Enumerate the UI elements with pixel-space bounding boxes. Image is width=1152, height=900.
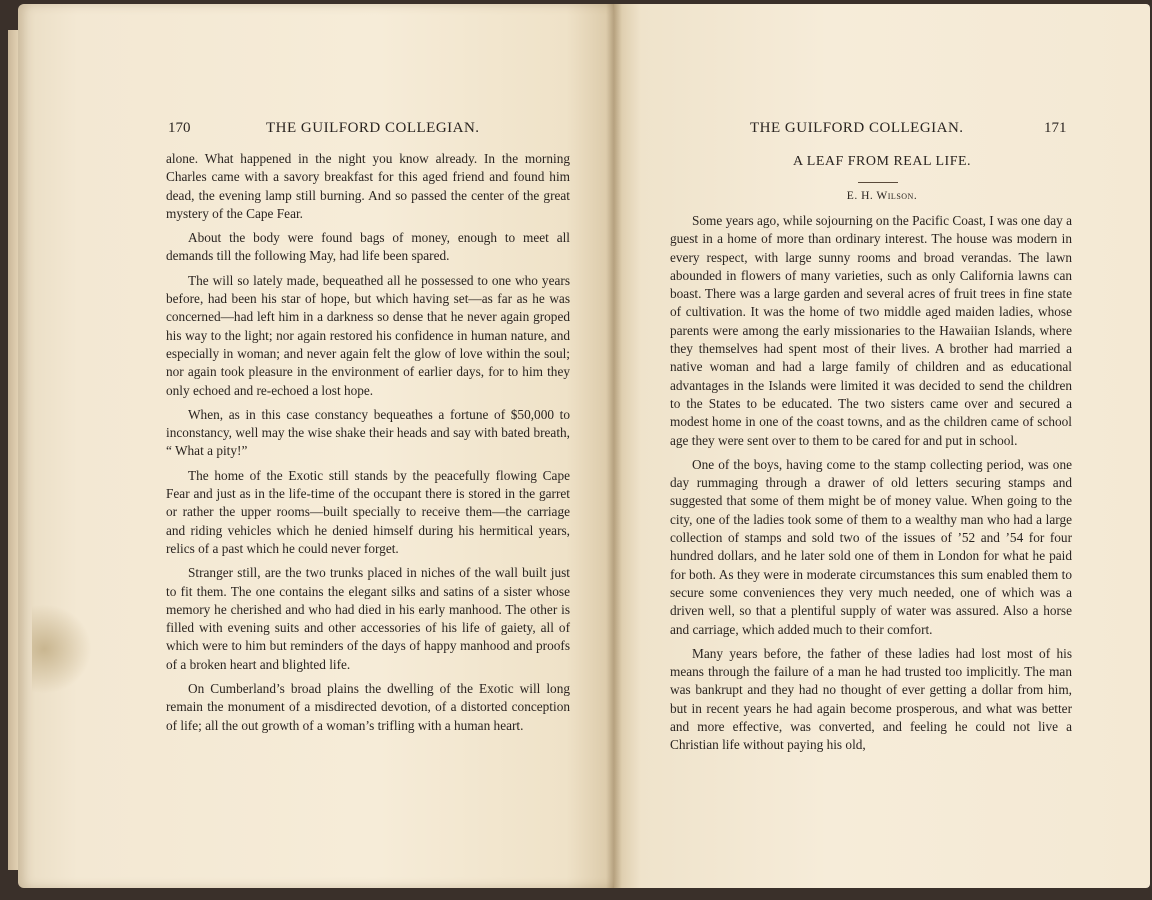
right-page-body <box>670 212 1072 761</box>
right-running-head: THE GUILFORD COLLEGIAN. <box>750 120 964 136</box>
paragraph: Stranger still, are the two trunks placed in niches of the wall built just to fit them. The one contains the elegant silks and satins of a sister whose memory he cherished and who had died in his early manhood. The other is filled with evening suits and other accessories of his life of gaiety, all of which were to him but reminders of the days of happy manhood and proofs of a broken heart and blighted life. <box>166 565 570 672</box>
paragraph: One of the boys, having come to the stamp collecting period, was one day rummaging through a drawer of old letters securing stamps and suggested that some of them might be of money value. When going to the city, one of the ladies took some of them to a wealthy man who had a large collection of stamps and sold two of the issues of ’52 and ’54 for four hundred dollars, and he later sold one of them in London for what he paid for both. As they were in moderate circumstances this sum enabled them to secure some conveniences they very much needed, one of which was a driven well, so that a plentiful supply of water was assured. Also a horse and carriage, which added much to their comfort. <box>670 456 1072 637</box>
paragraph: alone. What happened in the night you know already. In the morning Charles came with a savory breakfast for this aged friend and found him dead, the evening lamp still burning. And so passed the center of the great mystery of the Cape Fear. <box>166 151 570 221</box>
left-page <box>18 4 614 888</box>
right-page-number: 171 <box>1044 120 1067 136</box>
paragraph: About the body were found bags of money, enough to meet all demands till the following May, had life been spared. <box>166 230 570 264</box>
right-page <box>614 4 1150 888</box>
book-gutter <box>606 4 622 888</box>
left-page-number: 170 <box>168 120 191 136</box>
paragraph: The will so lately made, bequeathed all he possessed to one who years before, had been his star of hope, but which having set—as far as he was concerned—had left him in a darkness so dense that he never again groped his way to the light; nor again restored his confidence in human nature, and especially in woman; and never again felt the glow of love within the soul; nor again took pleasure in the environment of earlier days, for to him they only echoed and re-echoed a lost hope. <box>166 272 570 398</box>
paragraph: Many years before, the father of these ladies had lost most of his means through the failure of a man he had trusted too implicitly. The man was bankrupt and they had no thought of ever getting a dollar from him, but in recent years he had again become prosperous, and what was better and more effective, was converted, and feeling he could not live a Christian life without paying his old, <box>670 645 1072 753</box>
article-title: A LEAF FROM REAL LIFE. <box>792 154 972 169</box>
title-rule <box>858 182 898 183</box>
paragraph: The home of the Exotic still stands by the peacefully flowing Cape Fear and just as in the life-time of the occupant there is stored in the garret or rather the upper rooms—built specially to receive them—the carriage and riding vehicles which he denied himself during his hermitical years, relics of a past which he could never forget. <box>166 467 570 556</box>
paragraph: Some years ago, while sojourning on the Pacific Coast, I was one day a guest in a home of more than ordinary interest. The house was modern in every respect, with large sunny rooms and broad verandas. The lawn abounded in flowers of many varieties, such as only California lawns can boast. There was a large garden and several acres of fruit trees in fine state of cultivation. It was the home of two middle aged maiden ladies, whose parents were among the early missionaries to the Hawaiian Islands, where they themselves had spent most of their lives. A brother had married a native woman and had a large family of children and as educational advantages in the Islands were limited it was decided to send the children to the States to be educated. The two sisters came over and secured a modest home in one of the coast towns, and as the children came of school age they were sent over to them to be cared for and put in school. <box>670 213 1072 448</box>
paragraph: On Cumberland’s broad plains the dwelling of the Exotic will long remain the monument of a misdirected devotion, of a distorted conception of life; all the out growth of a woman’s trifling with a human heart. <box>166 681 570 733</box>
article-author: E. H. Wilson. <box>846 190 918 202</box>
paragraph: When, as in this case constancy bequeathes a fortune of $50,000 to inconstancy, well may the wise shake their heads and say with bated breath, “ What a pity!” <box>166 406 570 459</box>
torn-edge-stain <box>32 604 92 694</box>
left-page-body <box>166 150 570 741</box>
left-running-head: THE GUILFORD COLLEGIAN. <box>266 120 480 136</box>
